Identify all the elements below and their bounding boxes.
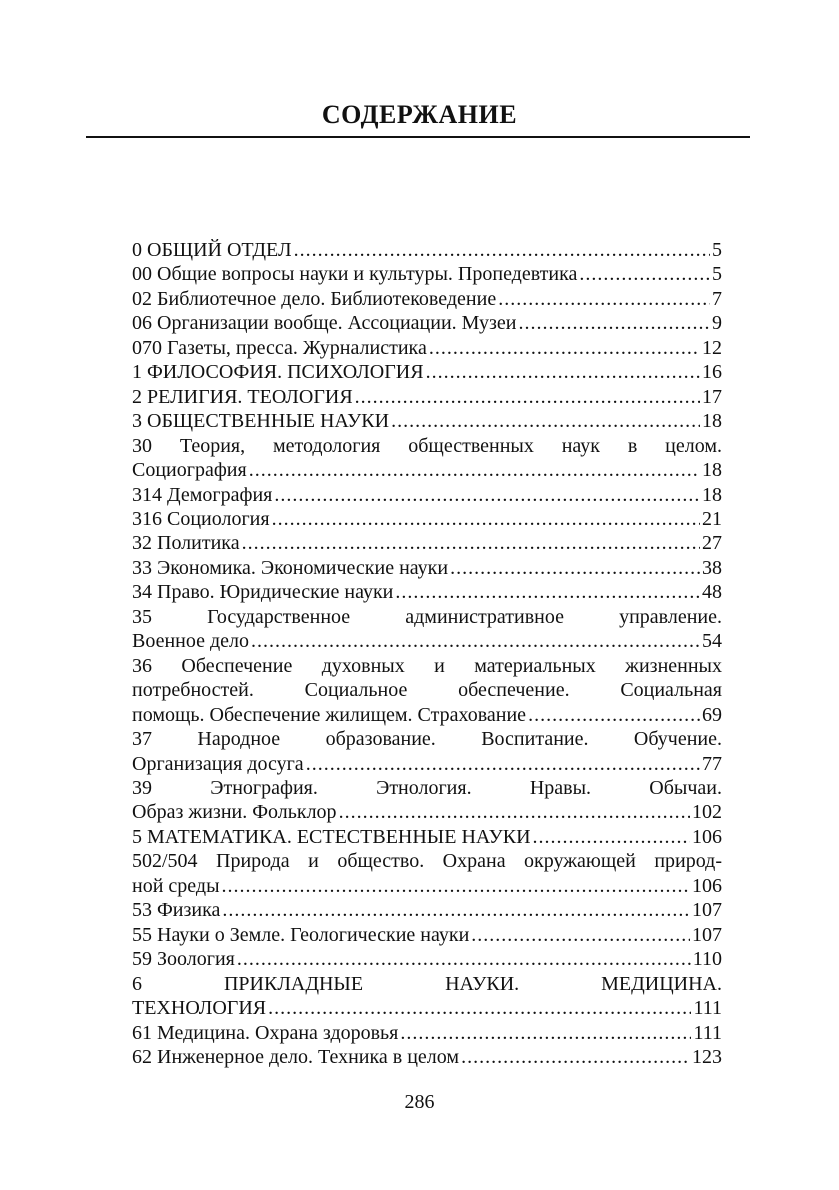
toc-entry (132, 580, 722, 604)
toc-entry-page: 107 (692, 899, 722, 922)
toc-entry (132, 311, 722, 335)
toc-entry-page: 69 (702, 703, 722, 726)
toc-dot-leader (426, 360, 700, 384)
toc-dot-leader (274, 483, 700, 507)
toc-dot-leader (518, 311, 710, 335)
toc-entry-title: 32 Политика (132, 532, 240, 555)
toc-entry (132, 556, 722, 580)
toc-entry (132, 727, 722, 776)
toc-entry-title: 316 Социология (132, 507, 270, 530)
toc-entry-page: 38 (702, 556, 722, 579)
toc-entry-line (132, 800, 722, 824)
toc-dot-leader (272, 507, 700, 531)
toc-entry-title: 2 РЕЛИГИЯ. ТЕОЛОГИЯ (132, 385, 353, 408)
toc-entry-line (132, 1021, 722, 1045)
toc-entry-title: Организация досуга (132, 752, 304, 775)
toc-entry-title: 1 ФИЛОСОФИЯ. ПСИХОЛОГИЯ (132, 361, 424, 384)
toc-entry-line (132, 923, 722, 947)
toc-entry (132, 262, 722, 286)
toc-entry-line (132, 507, 722, 531)
toc-entry (132, 654, 722, 727)
toc-entry-page: 18 (702, 483, 722, 506)
toc-entry-line (132, 703, 722, 727)
toc-dot-leader (242, 531, 700, 555)
toc-entry-page: 110 (692, 948, 722, 971)
toc-entry (132, 434, 722, 483)
table-of-contents (132, 238, 722, 1069)
toc-entry-line (132, 311, 722, 335)
toc-entry (132, 336, 722, 360)
toc-entry (132, 776, 722, 825)
toc-entry (132, 1021, 722, 1045)
toc-entry-text-line: 30 Теория, методология общественных наук в целом. (132, 434, 722, 457)
toc-entry-line (132, 898, 722, 922)
toc-entry-line (132, 752, 722, 776)
toc-dot-leader (498, 287, 710, 311)
toc-dot-leader (391, 409, 700, 433)
toc-entry-title: 55 Науки о Земле. Геологические науки (132, 923, 470, 946)
toc-entry-line (132, 580, 722, 604)
toc-entry-line (132, 262, 722, 286)
toc-dot-leader (579, 262, 710, 286)
toc-entry-title: 5 МАТЕМАТИКА. ЕСТЕСТВЕННЫЕ НАУКИ (132, 825, 531, 848)
toc-entry-title: Военное дело (132, 630, 250, 653)
toc-entry-title: ТЕХНОЛОГИЯ (132, 997, 267, 1020)
toc-entry-line (132, 629, 722, 653)
toc-entry-page: 5 (712, 263, 722, 286)
toc-entry-line (132, 1045, 722, 1069)
toc-dot-leader (339, 800, 690, 824)
toc-dot-leader (222, 898, 690, 922)
toc-entry-title: помощь. Обеспечение жилищем. Страхование (132, 703, 527, 726)
toc-entry-page: 106 (692, 825, 722, 848)
toc-entry-line (132, 531, 722, 555)
toc-entry-title: 070 Газеты, пресса. Журналистика (132, 336, 427, 359)
toc-dot-leader (429, 336, 700, 360)
toc-entry (132, 483, 722, 507)
toc-dot-leader (249, 458, 700, 482)
toc-entry-title: 62 Инженерное дело. Техника в целом (132, 1045, 460, 1068)
toc-entry (132, 287, 722, 311)
toc-entry-text-line: 35 Государственное административное управление. (132, 605, 722, 628)
toc-entry-line (132, 287, 722, 311)
page-number: 286 (404, 1091, 435, 1113)
toc-dot-leader (395, 580, 700, 604)
toc-entry-text-line: 36 Обеспечение духовных и материальных жизненных (132, 654, 722, 677)
toc-entry-text-line: 37 Народное образование. Воспитание. Обучение. (132, 728, 722, 751)
toc-entry-title: Образ жизни. Фольклор (132, 801, 337, 824)
toc-dot-leader (528, 703, 700, 727)
toc-entry-page: 16 (702, 361, 722, 384)
toc-entry (132, 825, 722, 849)
toc-entry-line (132, 458, 722, 482)
toc-entry-page: 9 (712, 312, 722, 335)
toc-dot-leader (222, 874, 690, 898)
toc-entry-page: 7 (712, 287, 722, 310)
toc-entry (132, 385, 722, 409)
toc-entry (132, 1045, 722, 1069)
toc-entry-title: 314 Демография (132, 483, 273, 506)
toc-entry-line (132, 409, 722, 433)
toc-entry-text-line: потребностей. Социальное обеспечение. Социальная (132, 679, 722, 702)
toc-entry-title: 00 Общие вопросы науки и культуры. Пропедевтика (132, 263, 578, 286)
toc-entry-page: 77 (702, 752, 722, 775)
toc-entry-title: 0 ОБЩИЙ ОТДЕЛ (132, 239, 292, 261)
page-title: СОДЕРЖАНИЕ (321, 100, 518, 129)
toc-dot-leader (461, 1045, 690, 1069)
toc-entry-page: 111 (693, 1021, 722, 1044)
toc-entry-title: 59 Зоология (132, 948, 235, 971)
toc-entry-line (132, 556, 722, 580)
toc-entry-line (132, 385, 722, 409)
toc-entry (132, 409, 722, 433)
toc-entry-text-line: 6 ПРИКЛАДНЫЕ НАУКИ. МЕДИЦИНА. (132, 972, 722, 995)
toc-entry-page: 18 (702, 410, 722, 433)
toc-entry-page: 5 (712, 239, 722, 261)
toc-entry-title: 06 Организации вообще. Ассоциации. Музеи (132, 312, 517, 335)
toc-dot-leader (237, 947, 691, 971)
toc-entry (132, 947, 722, 971)
toc-entry (132, 238, 722, 262)
toc-entry-line (132, 360, 722, 384)
toc-entry (132, 972, 722, 1021)
toc-entry-page: 54 (702, 630, 722, 653)
toc-entry-page: 18 (702, 459, 722, 482)
toc-entry-page: 123 (692, 1045, 722, 1068)
title-rule (86, 136, 750, 138)
toc-dot-leader (355, 385, 700, 409)
toc-entry (132, 360, 722, 384)
toc-entry-page: 102 (692, 801, 722, 824)
toc-entry-line (132, 947, 722, 971)
toc-dot-leader (294, 238, 710, 262)
toc-dot-leader (268, 996, 691, 1020)
toc-entry-title: 33 Экономика. Экономические науки (132, 556, 449, 579)
toc-entry-page: 17 (702, 385, 722, 408)
toc-dot-leader (471, 923, 690, 947)
toc-entry-page: 21 (702, 507, 722, 530)
toc-entry-line (132, 996, 722, 1020)
toc-entry-title: Социография (132, 459, 247, 482)
toc-entry (132, 507, 722, 531)
toc-dot-leader (251, 629, 700, 653)
toc-entry (132, 923, 722, 947)
toc-entry-title: 02 Библиотечное дело. Библиотековедение (132, 287, 497, 310)
toc-dot-leader (450, 556, 700, 580)
toc-entry (132, 849, 722, 898)
toc-entry-text-line: 502/504 Природа и общество. Охрана окружающей природ- (132, 850, 722, 873)
toc-entry-page: 12 (702, 336, 722, 359)
toc-entry-line (132, 874, 722, 898)
toc-entry (132, 898, 722, 922)
toc-entry (132, 531, 722, 555)
toc-entry-title: 34 Право. Юридические науки (132, 581, 394, 604)
toc-entry-page: 27 (702, 532, 722, 555)
toc-entry-page: 106 (692, 874, 722, 897)
toc-dot-leader (533, 825, 690, 849)
toc-entry-page: 48 (702, 581, 722, 604)
toc-entry-title: 53 Физика (132, 899, 221, 922)
toc-entry-title: 3 ОБЩЕСТВЕННЫЕ НАУКИ (132, 410, 390, 433)
toc-dot-leader (306, 752, 700, 776)
toc-entry-line (132, 336, 722, 360)
toc-dot-leader (400, 1021, 691, 1045)
toc-entry-text-line: 39 Этнография. Этнология. Нравы. Обычаи. (132, 776, 722, 799)
toc-entry-line (132, 483, 722, 507)
toc-entry-page: 107 (692, 923, 722, 946)
toc-entry-line (132, 238, 722, 262)
toc-entry-title: 61 Медицина. Охрана здоровья (132, 1021, 399, 1044)
toc-entry-title: ной среды (132, 874, 220, 897)
toc-entry-line (132, 825, 722, 849)
toc-entry-page: 111 (693, 997, 722, 1020)
toc-entry (132, 605, 722, 654)
